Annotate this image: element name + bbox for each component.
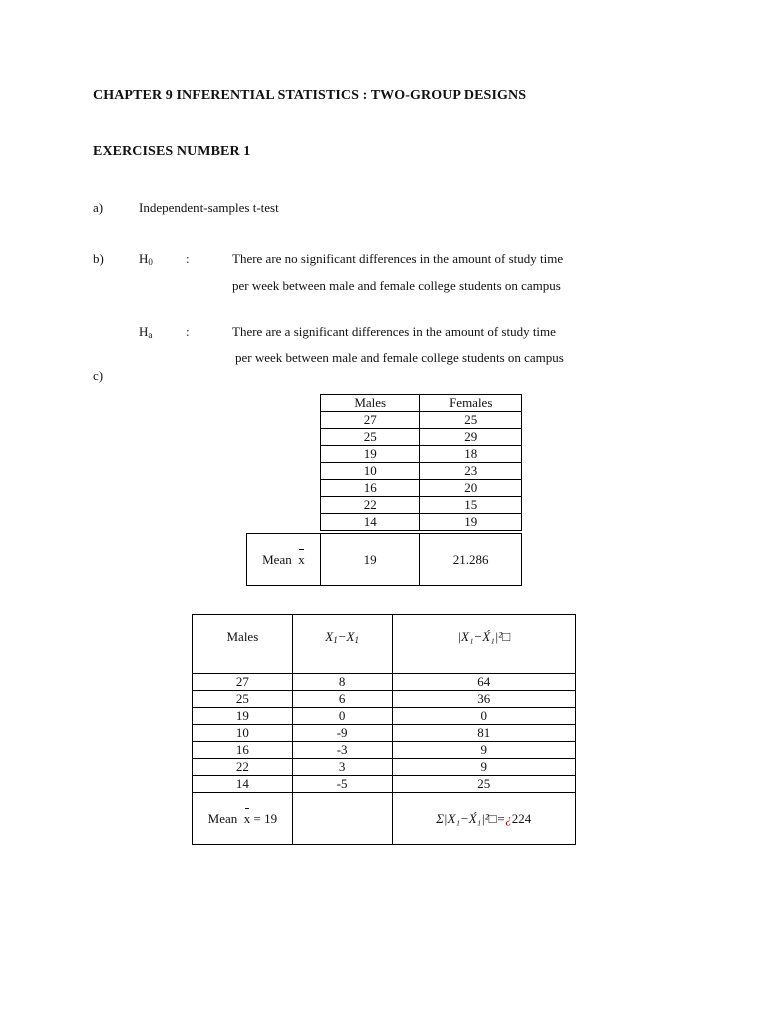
part-c-label: c) — [93, 368, 104, 383]
cell-male: 10 — [321, 463, 420, 480]
mean-females-value: 21.286 — [420, 534, 522, 586]
cell-female: 18 — [420, 446, 522, 463]
mean-value: = 19 — [253, 810, 278, 826]
cell-male: 22 — [321, 497, 420, 514]
h0-line2: per week between male and female college students on campus — [232, 278, 561, 293]
cell-female: 20 — [420, 480, 522, 497]
sum-of-squares-cell — [392, 793, 576, 845]
cell-squared: 81 — [392, 725, 576, 742]
table-header-row — [193, 615, 576, 674]
sum-value: 224 — [511, 810, 532, 826]
part-b-label: b) — [93, 251, 104, 266]
deviation-table — [192, 614, 576, 845]
cell-female: 25 — [420, 412, 522, 429]
mean-x-bar-symbol: x — [298, 551, 305, 567]
h0-line1: There are no significant differences in the amount of study time — [232, 251, 564, 266]
empty-cell — [292, 793, 392, 845]
sum-glyph: ¿ — [505, 810, 512, 826]
cell-male: 19 — [193, 708, 293, 725]
table-row — [321, 463, 522, 480]
column-header-males: Males — [193, 615, 293, 674]
cell-deviation: 8 — [292, 674, 392, 691]
cell-deviation: 6 — [292, 691, 392, 708]
table-row — [193, 776, 576, 793]
exercise-title: EXERCISES NUMBER 1 — [93, 144, 251, 159]
table-row — [321, 429, 522, 446]
part-a-label: a) — [93, 200, 104, 215]
chapter-title: CHAPTER 9 INFERENTIAL STATISTICS : TWO-GROUP DESIGNS — [93, 88, 527, 103]
cell-squared: 36 — [392, 691, 576, 708]
table-row — [321, 446, 522, 463]
cell-male: 14 — [193, 776, 293, 793]
cell-male: 16 — [193, 742, 293, 759]
table-row — [193, 674, 576, 691]
cell-squared: 9 — [392, 742, 576, 759]
table-header-row — [321, 395, 522, 412]
table-row — [193, 725, 576, 742]
mean-row-table1 — [246, 533, 522, 586]
column-header-deviation: $X_1-X_1$ — [292, 615, 392, 674]
cell-female: 19 — [420, 514, 522, 531]
column-header-males: Males — [321, 395, 420, 412]
column-header-squared-deviation: |X₁−X́₁|²□ — [392, 615, 576, 674]
mean-label: Mean — [207, 810, 238, 826]
cell-female: 29 — [420, 429, 522, 446]
cell-deviation: 3 — [292, 759, 392, 776]
mean-sum-row — [193, 793, 576, 845]
cell-male: 19 — [321, 446, 420, 463]
table-row — [193, 759, 576, 776]
cell-squared: 0 — [392, 708, 576, 725]
cell-male: 25 — [193, 691, 293, 708]
cell-male: 25 — [321, 429, 420, 446]
cell-male: 27 — [193, 674, 293, 691]
mean-label-cell — [247, 534, 321, 586]
cell-deviation: -3 — [292, 742, 392, 759]
h0-symbol: $H_0$ — [139, 251, 153, 267]
cell-deviation: -5 — [292, 776, 392, 793]
data-table-males-females — [320, 394, 522, 531]
table-row — [321, 514, 522, 531]
table-row — [193, 691, 576, 708]
table-row — [193, 708, 576, 725]
sum-expression: Σ|X₁−X́₁|²□= — [436, 810, 506, 826]
cell-squared: 9 — [392, 759, 576, 776]
column-header-females: Females — [420, 395, 522, 412]
mean-x-bar-symbol: x — [243, 810, 251, 826]
mean-cell — [193, 793, 293, 845]
cell-male: 14 — [321, 514, 420, 531]
cell-squared: 64 — [392, 674, 576, 691]
ha-line2: per week between male and female college students on campus — [235, 350, 564, 365]
cell-deviation: 0 — [292, 708, 392, 725]
table-row — [321, 412, 522, 429]
table-row — [321, 480, 522, 497]
ha-line1: There are a significant differences in the amount of study time — [232, 324, 556, 339]
table-row — [193, 742, 576, 759]
table-row — [321, 497, 522, 514]
h0-colon: : — [186, 251, 190, 266]
cell-female: 23 — [420, 463, 522, 480]
cell-male: 22 — [193, 759, 293, 776]
cell-squared: 25 — [392, 776, 576, 793]
cell-male: 10 — [193, 725, 293, 742]
part-a-text: Independent-samples t-test — [139, 200, 279, 215]
ha-symbol: $H_a$ — [139, 324, 153, 340]
ha-colon: : — [186, 324, 190, 339]
cell-male: 27 — [321, 412, 420, 429]
cell-male: 16 — [321, 480, 420, 497]
mean-males-value: 19 — [320, 534, 420, 586]
cell-deviation: -9 — [292, 725, 392, 742]
mean-label: Mean — [262, 551, 292, 567]
cell-female: 15 — [420, 497, 522, 514]
